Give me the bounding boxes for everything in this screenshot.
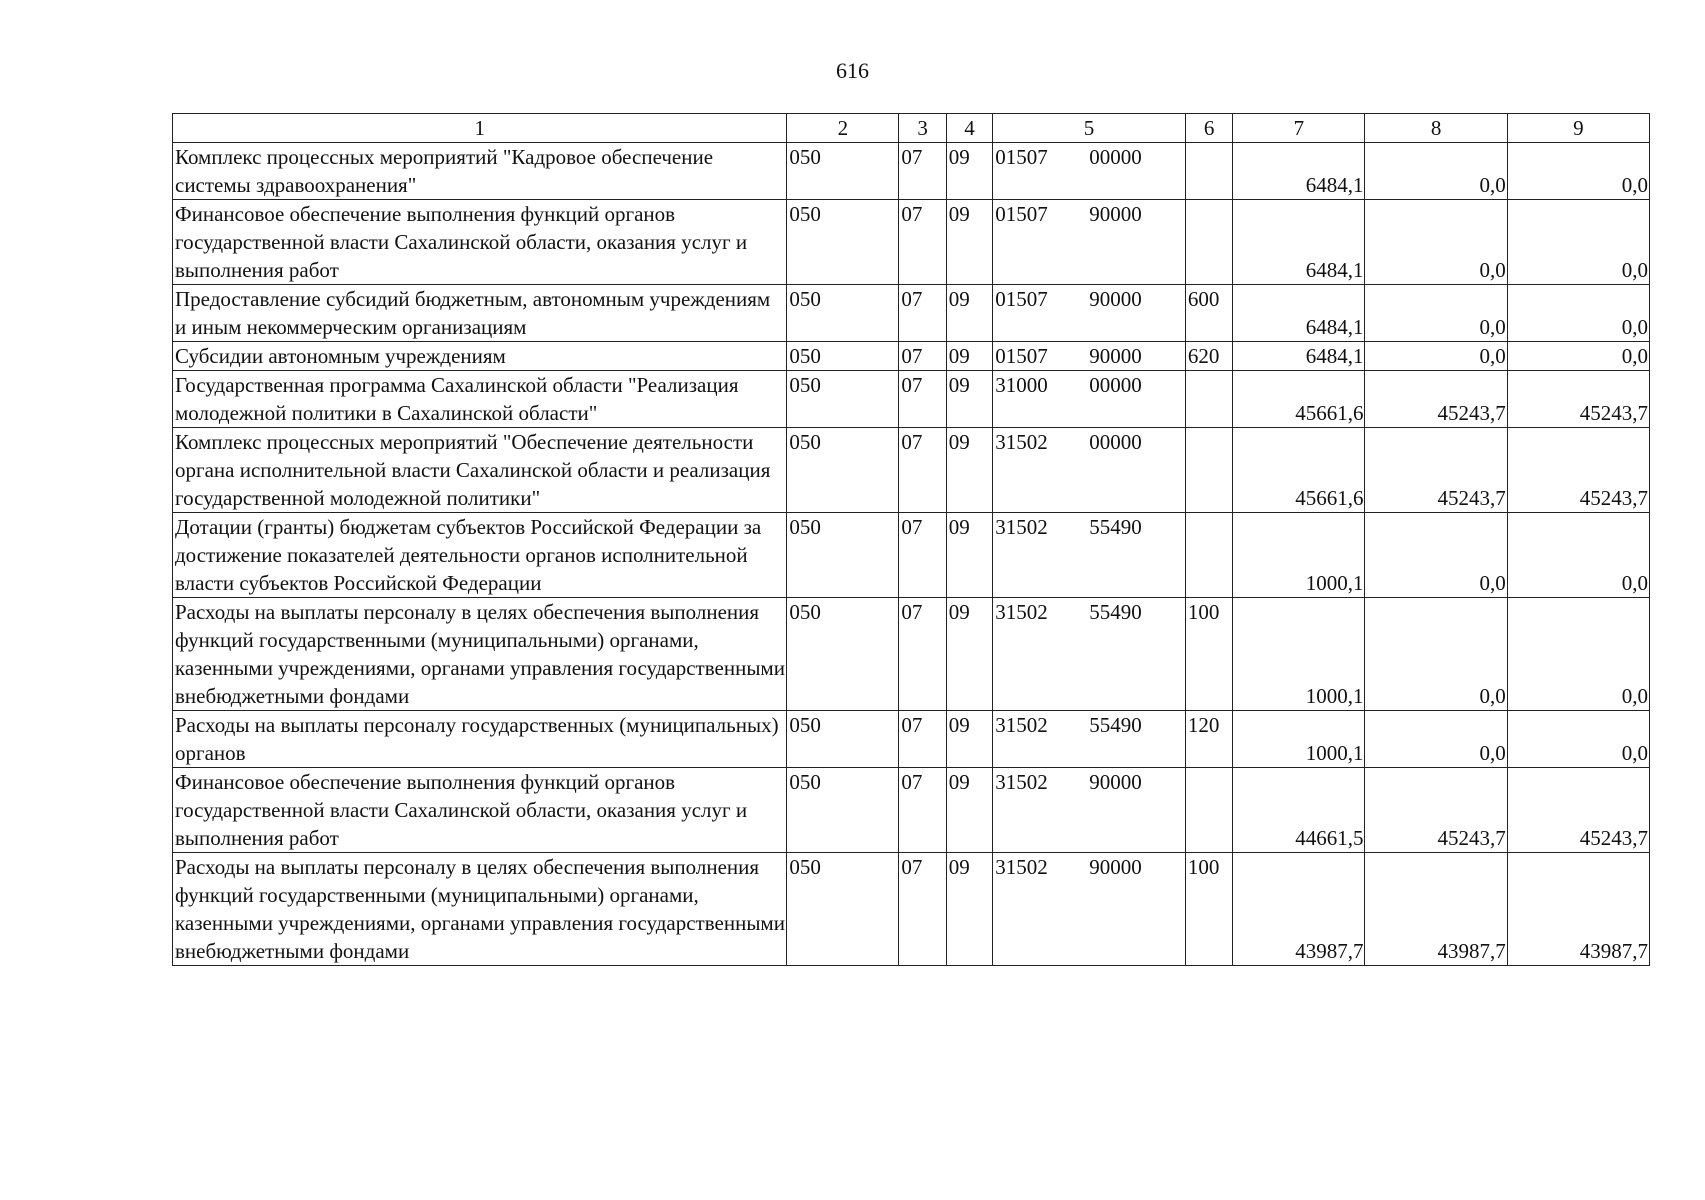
target-article-direction-code: 55490 <box>1089 713 1142 737</box>
column-header-5: 5 <box>993 114 1186 143</box>
expense-type-cell <box>1185 513 1232 598</box>
amount-col9-cell: 0,0 <box>1507 143 1649 200</box>
target-article-direction-code: 90000 <box>1089 287 1142 311</box>
ministry-code-cell: 050 <box>787 513 899 598</box>
table-row <box>173 711 1650 768</box>
ministry-code-cell: 050 <box>787 598 899 711</box>
amount-col8-cell: 45243,7 <box>1365 768 1507 853</box>
section-code-cell: 07 <box>899 853 946 966</box>
table-row <box>173 285 1650 342</box>
subsection-code-cell: 09 <box>946 598 992 711</box>
table-row <box>173 598 1650 711</box>
ministry-code-cell: 050 <box>787 853 899 966</box>
amount-col7-cell: 45661,6 <box>1233 371 1365 428</box>
amount-col9-cell: 0,0 <box>1507 711 1649 768</box>
table-row <box>173 853 1650 966</box>
target-article-program-code: 31502 <box>995 713 1048 737</box>
table-row <box>173 143 1650 200</box>
subsection-code-cell: 09 <box>946 768 992 853</box>
amount-col8-cell: 45243,7 <box>1365 428 1507 513</box>
expense-type-cell <box>1185 200 1232 285</box>
section-code-cell: 07 <box>899 371 946 428</box>
subsection-code-cell: 09 <box>946 200 992 285</box>
target-article-cell <box>993 200 1186 285</box>
amount-col8-cell: 43987,7 <box>1365 853 1507 966</box>
row-name-cell: Дотации (гранты) бюджетам субъектов Российской Федерации за достижение показателей деятельности органов исполнительной власти субъектов Российской Федерации <box>173 513 787 598</box>
target-article-cell <box>993 342 1186 371</box>
amount-col8-cell: 0,0 <box>1365 342 1507 371</box>
target-article-program-code: 31000 <box>995 373 1048 397</box>
page-number: 616 <box>836 58 869 83</box>
row-name-cell: Финансовое обеспечение выполнения функций органов государственной власти Сахалинской области, оказания услуг и выполнения работ <box>173 768 787 853</box>
section-code-cell: 07 <box>899 342 946 371</box>
expense-type-cell <box>1185 371 1232 428</box>
ministry-code-cell: 050 <box>787 711 899 768</box>
section-code-cell: 07 <box>899 200 946 285</box>
amount-col7-cell: 6484,1 <box>1233 342 1365 371</box>
target-article-direction-code: 00000 <box>1089 373 1142 397</box>
section-code-cell: 07 <box>899 768 946 853</box>
subsection-code-cell: 09 <box>946 513 992 598</box>
row-name-cell: Комплекс процессных мероприятий "Обеспечение деятельности органа исполнительной власти Сахалинской области и реализация государственной молодежной политики" <box>173 428 787 513</box>
ministry-code-cell: 050 <box>787 428 899 513</box>
amount-col7-cell: 1000,1 <box>1233 711 1365 768</box>
column-header-4: 4 <box>946 114 992 143</box>
column-header-9: 9 <box>1507 114 1649 143</box>
amount-col7-cell: 6484,1 <box>1233 143 1365 200</box>
expense-type-cell: 620 <box>1185 342 1232 371</box>
column-header-7: 7 <box>1233 114 1365 143</box>
column-header-2: 2 <box>787 114 899 143</box>
amount-col9-cell: 43987,7 <box>1507 853 1649 966</box>
amount-col8-cell: 45243,7 <box>1365 371 1507 428</box>
amount-col7-cell: 43987,7 <box>1233 853 1365 966</box>
target-article-program-code: 31502 <box>995 855 1048 879</box>
column-header-3: 3 <box>899 114 946 143</box>
expense-type-cell <box>1185 143 1232 200</box>
section-code-cell: 07 <box>899 598 946 711</box>
target-article-direction-code: 90000 <box>1089 770 1142 794</box>
subsection-code-cell: 09 <box>946 428 992 513</box>
target-article-cell <box>993 513 1186 598</box>
target-article-program-code: 31502 <box>995 430 1048 454</box>
target-article-direction-code: 90000 <box>1089 202 1142 226</box>
target-article-program-code: 01507 <box>995 145 1048 169</box>
section-code-cell: 07 <box>899 513 946 598</box>
target-article-cell <box>993 711 1186 768</box>
target-article-direction-code: 55490 <box>1089 600 1142 624</box>
target-article-direction-code: 90000 <box>1089 344 1142 368</box>
amount-col9-cell: 0,0 <box>1507 598 1649 711</box>
ministry-code-cell: 050 <box>787 200 899 285</box>
target-article-program-code: 01507 <box>995 202 1048 226</box>
expense-type-cell: 100 <box>1185 598 1232 711</box>
amount-col7-cell: 44661,5 <box>1233 768 1365 853</box>
target-article-program-code: 01507 <box>995 344 1048 368</box>
subsection-code-cell: 09 <box>946 711 992 768</box>
section-code-cell: 07 <box>899 428 946 513</box>
row-name-cell: Комплекс процессных мероприятий "Кадровое обеспечение системы здравоохранения" <box>173 143 787 200</box>
subsection-code-cell: 09 <box>946 853 992 966</box>
target-article-program-code: 01507 <box>995 287 1048 311</box>
expense-type-cell: 100 <box>1185 853 1232 966</box>
ministry-code-cell: 050 <box>787 143 899 200</box>
subsection-code-cell: 09 <box>946 143 992 200</box>
ministry-code-cell: 050 <box>787 371 899 428</box>
amount-col8-cell: 0,0 <box>1365 598 1507 711</box>
column-header-8: 8 <box>1365 114 1507 143</box>
row-name-cell: Расходы на выплаты персоналу государственных (муниципальных) органов <box>173 711 787 768</box>
target-article-program-code: 31502 <box>995 515 1048 539</box>
row-name-cell: Предоставление субсидий бюджетным, автономным учреждениям и иным некоммерческим организациям <box>173 285 787 342</box>
column-header-6: 6 <box>1185 114 1232 143</box>
table-row <box>173 428 1650 513</box>
amount-col9-cell: 0,0 <box>1507 200 1649 285</box>
table-row <box>173 371 1650 428</box>
amount-col9-cell: 0,0 <box>1507 342 1649 371</box>
row-name-cell: Финансовое обеспечение выполнения функций органов государственной власти Сахалинской области, оказания услуг и выполнения работ <box>173 200 787 285</box>
expense-type-cell <box>1185 428 1232 513</box>
expense-type-cell: 120 <box>1185 711 1232 768</box>
target-article-direction-code: 90000 <box>1089 855 1142 879</box>
target-article-cell <box>993 285 1186 342</box>
amount-col9-cell: 45243,7 <box>1507 371 1649 428</box>
ministry-code-cell: 050 <box>787 342 899 371</box>
row-name-cell: Субсидии автономным учреждениям <box>173 342 787 371</box>
target-article-cell <box>993 371 1186 428</box>
row-name-cell: Расходы на выплаты персоналу в целях обеспечения выполнения функций государственными (муниципальными) органами, казенными учреждениями, органами управления государственными внебюджетными фондами <box>173 598 787 711</box>
target-article-cell <box>993 428 1186 513</box>
column-header-row <box>173 114 1650 143</box>
amount-col9-cell: 45243,7 <box>1507 768 1649 853</box>
row-name-cell: Расходы на выплаты персоналу в целях обеспечения выполнения функций государственными (муниципальными) органами, казенными учреждениями, органами управления государственными внебюджетными фондами <box>173 853 787 966</box>
amount-col8-cell: 0,0 <box>1365 285 1507 342</box>
subsection-code-cell: 09 <box>946 371 992 428</box>
target-article-cell <box>993 768 1186 853</box>
amount-col8-cell: 0,0 <box>1365 143 1507 200</box>
target-article-cell <box>993 853 1186 966</box>
amount-col9-cell: 0,0 <box>1507 285 1649 342</box>
table-row <box>173 342 1650 371</box>
target-article-program-code: 31502 <box>995 770 1048 794</box>
column-header-1: 1 <box>173 114 787 143</box>
budget-table <box>172 113 1650 966</box>
amount-col7-cell: 1000,1 <box>1233 598 1365 711</box>
expense-type-cell: 600 <box>1185 285 1232 342</box>
section-code-cell: 07 <box>899 711 946 768</box>
target-article-direction-code: 55490 <box>1089 515 1142 539</box>
target-article-program-code: 31502 <box>995 600 1048 624</box>
section-code-cell: 07 <box>899 285 946 342</box>
amount-col7-cell: 6484,1 <box>1233 285 1365 342</box>
subsection-code-cell: 09 <box>946 285 992 342</box>
amount-col7-cell: 45661,6 <box>1233 428 1365 513</box>
amount-col8-cell: 0,0 <box>1365 711 1507 768</box>
amount-col7-cell: 1000,1 <box>1233 513 1365 598</box>
section-code-cell: 07 <box>899 143 946 200</box>
table-row <box>173 200 1650 285</box>
target-article-cell <box>993 598 1186 711</box>
ministry-code-cell: 050 <box>787 768 899 853</box>
expense-type-cell <box>1185 768 1232 853</box>
amount-col9-cell: 0,0 <box>1507 513 1649 598</box>
subsection-code-cell: 09 <box>946 342 992 371</box>
amount-col9-cell: 45243,7 <box>1507 428 1649 513</box>
table-row <box>173 768 1650 853</box>
amount-col8-cell: 0,0 <box>1365 200 1507 285</box>
target-article-direction-code: 00000 <box>1089 430 1142 454</box>
row-name-cell: Государственная программа Сахалинской области "Реализация молодежной политики в Сахалинской области" <box>173 371 787 428</box>
ministry-code-cell: 050 <box>787 285 899 342</box>
amount-col7-cell: 6484,1 <box>1233 200 1365 285</box>
amount-col8-cell: 0,0 <box>1365 513 1507 598</box>
target-article-cell <box>993 143 1186 200</box>
target-article-direction-code: 00000 <box>1089 145 1142 169</box>
table-row <box>173 513 1650 598</box>
